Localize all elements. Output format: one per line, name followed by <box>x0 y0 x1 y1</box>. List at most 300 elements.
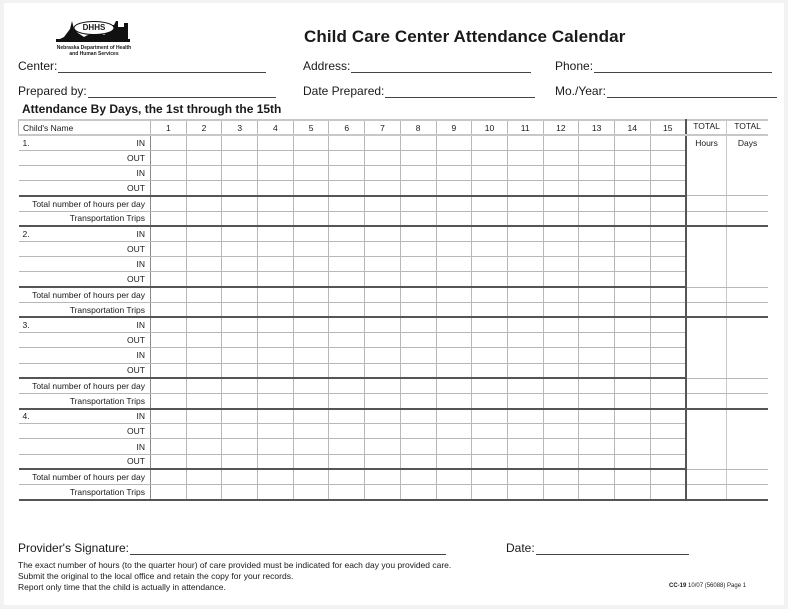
attendance-cell[interactable] <box>614 257 650 272</box>
attendance-cell[interactable] <box>222 135 258 150</box>
attendance-cell[interactable] <box>222 272 258 287</box>
attendance-cell[interactable] <box>258 211 294 226</box>
attendance-cell[interactable] <box>365 378 401 393</box>
attendance-cell[interactable] <box>151 363 187 378</box>
attendance-cell[interactable] <box>400 469 436 484</box>
signature-date-input-line[interactable] <box>536 542 689 555</box>
attendance-cell[interactable] <box>650 348 686 363</box>
attendance-cell[interactable] <box>186 424 222 439</box>
attendance-cell[interactable] <box>258 485 294 500</box>
attendance-cell[interactable] <box>400 272 436 287</box>
attendance-cell[interactable] <box>258 439 294 454</box>
attendance-cell[interactable] <box>365 272 401 287</box>
attendance-cell[interactable] <box>614 424 650 439</box>
attendance-cell[interactable] <box>579 469 615 484</box>
attendance-cell[interactable] <box>507 166 543 181</box>
attendance-cell[interactable] <box>258 196 294 211</box>
attendance-cell[interactable] <box>151 409 187 424</box>
attendance-cell[interactable] <box>329 211 365 226</box>
attendance-cell[interactable] <box>543 302 579 317</box>
attendance-cell[interactable] <box>365 469 401 484</box>
attendance-cell[interactable] <box>222 196 258 211</box>
attendance-cell[interactable] <box>436 211 472 226</box>
attendance-cell[interactable] <box>436 424 472 439</box>
attendance-cell[interactable] <box>579 302 615 317</box>
attendance-cell[interactable] <box>472 348 508 363</box>
signature-date-field[interactable] <box>506 541 689 555</box>
attendance-cell[interactable] <box>436 302 472 317</box>
attendance-cell[interactable] <box>507 272 543 287</box>
total-days-cell[interactable] <box>727 226 768 287</box>
total-hours-cell[interactable] <box>686 485 727 500</box>
attendance-cell[interactable] <box>614 150 650 165</box>
attendance-cell[interactable] <box>293 150 329 165</box>
attendance-cell[interactable] <box>650 333 686 348</box>
attendance-cell[interactable] <box>614 135 650 150</box>
attendance-cell[interactable] <box>186 272 222 287</box>
attendance-cell[interactable] <box>222 287 258 302</box>
attendance-cell[interactable] <box>614 196 650 211</box>
attendance-cell[interactable] <box>186 485 222 500</box>
attendance-cell[interactable] <box>472 424 508 439</box>
attendance-cell[interactable] <box>436 348 472 363</box>
attendance-cell[interactable] <box>258 393 294 408</box>
attendance-cell[interactable] <box>365 196 401 211</box>
attendance-cell[interactable] <box>222 348 258 363</box>
attendance-cell[interactable] <box>472 242 508 257</box>
attendance-cell[interactable] <box>329 196 365 211</box>
mo-year-field[interactable] <box>555 84 777 98</box>
total-days-cell[interactable] <box>727 378 768 393</box>
attendance-cell[interactable] <box>507 257 543 272</box>
attendance-cell[interactable] <box>151 439 187 454</box>
attendance-cell[interactable] <box>186 378 222 393</box>
attendance-cell[interactable] <box>293 333 329 348</box>
attendance-cell[interactable] <box>222 378 258 393</box>
attendance-cell[interactable] <box>151 135 187 150</box>
attendance-cell[interactable] <box>650 226 686 241</box>
attendance-cell[interactable] <box>579 409 615 424</box>
attendance-cell[interactable] <box>614 485 650 500</box>
attendance-cell[interactable] <box>507 333 543 348</box>
attendance-cell[interactable] <box>258 302 294 317</box>
attendance-cell[interactable] <box>650 287 686 302</box>
attendance-cell[interactable] <box>329 135 365 150</box>
provider-signature-input-line[interactable] <box>130 542 446 555</box>
attendance-cell[interactable] <box>293 485 329 500</box>
attendance-cell[interactable] <box>472 378 508 393</box>
attendance-cell[interactable] <box>258 454 294 469</box>
attendance-cell[interactable] <box>650 242 686 257</box>
attendance-cell[interactable] <box>579 454 615 469</box>
attendance-cell[interactable] <box>507 150 543 165</box>
attendance-cell[interactable] <box>543 439 579 454</box>
attendance-cell[interactable] <box>222 302 258 317</box>
attendance-cell[interactable] <box>507 393 543 408</box>
attendance-cell[interactable] <box>650 485 686 500</box>
attendance-cell[interactable] <box>329 242 365 257</box>
total-hours-cell[interactable] <box>686 211 727 226</box>
attendance-cell[interactable] <box>186 242 222 257</box>
attendance-cell[interactable] <box>365 424 401 439</box>
total-days-cell[interactable] <box>727 393 768 408</box>
attendance-cell[interactable] <box>614 378 650 393</box>
attendance-cell[interactable] <box>436 317 472 332</box>
attendance-cell[interactable] <box>472 454 508 469</box>
attendance-cell[interactable] <box>365 363 401 378</box>
attendance-cell[interactable] <box>507 226 543 241</box>
attendance-cell[interactable] <box>543 196 579 211</box>
total-days-cell[interactable]: Days <box>727 135 768 196</box>
attendance-cell[interactable] <box>329 226 365 241</box>
attendance-cell[interactable] <box>293 363 329 378</box>
attendance-cell[interactable] <box>151 211 187 226</box>
attendance-cell[interactable] <box>258 181 294 196</box>
attendance-cell[interactable] <box>222 439 258 454</box>
attendance-cell[interactable] <box>151 302 187 317</box>
attendance-cell[interactable] <box>472 226 508 241</box>
attendance-cell[interactable] <box>472 196 508 211</box>
attendance-cell[interactable] <box>400 196 436 211</box>
attendance-cell[interactable] <box>222 454 258 469</box>
attendance-cell[interactable] <box>293 409 329 424</box>
attendance-cell[interactable] <box>329 469 365 484</box>
attendance-cell[interactable] <box>222 166 258 181</box>
attendance-cell[interactable] <box>365 302 401 317</box>
attendance-cell[interactable] <box>186 166 222 181</box>
attendance-cell[interactable] <box>151 485 187 500</box>
attendance-cell[interactable] <box>436 242 472 257</box>
attendance-cell[interactable] <box>579 211 615 226</box>
attendance-cell[interactable] <box>151 242 187 257</box>
attendance-cell[interactable] <box>472 469 508 484</box>
attendance-cell[interactable] <box>329 363 365 378</box>
attendance-cell[interactable] <box>293 211 329 226</box>
attendance-cell[interactable] <box>151 166 187 181</box>
attendance-cell[interactable] <box>400 181 436 196</box>
attendance-cell[interactable] <box>151 424 187 439</box>
attendance-cell[interactable] <box>614 302 650 317</box>
attendance-cell[interactable] <box>186 150 222 165</box>
attendance-cell[interactable] <box>579 226 615 241</box>
attendance-cell[interactable] <box>579 242 615 257</box>
attendance-cell[interactable] <box>186 469 222 484</box>
attendance-cell[interactable] <box>614 439 650 454</box>
attendance-cell[interactable] <box>436 363 472 378</box>
attendance-cell[interactable] <box>293 196 329 211</box>
attendance-cell[interactable] <box>151 317 187 332</box>
attendance-cell[interactable] <box>258 363 294 378</box>
attendance-cell[interactable] <box>293 242 329 257</box>
attendance-cell[interactable] <box>472 393 508 408</box>
attendance-cell[interactable] <box>614 226 650 241</box>
attendance-cell[interactable] <box>650 454 686 469</box>
attendance-cell[interactable] <box>293 393 329 408</box>
attendance-cell[interactable] <box>400 302 436 317</box>
total-hours-cell[interactable] <box>686 393 727 408</box>
total-hours-cell[interactable] <box>686 409 727 470</box>
attendance-cell[interactable] <box>579 181 615 196</box>
attendance-cell[interactable] <box>472 485 508 500</box>
attendance-cell[interactable] <box>329 287 365 302</box>
attendance-cell[interactable] <box>543 333 579 348</box>
attendance-cell[interactable] <box>507 317 543 332</box>
attendance-cell[interactable] <box>436 135 472 150</box>
attendance-cell[interactable] <box>543 485 579 500</box>
attendance-cell[interactable] <box>543 166 579 181</box>
attendance-cell[interactable] <box>650 196 686 211</box>
attendance-cell[interactable] <box>222 424 258 439</box>
attendance-cell[interactable] <box>365 150 401 165</box>
attendance-cell[interactable] <box>507 181 543 196</box>
prepared-by-field[interactable] <box>18 84 276 98</box>
attendance-cell[interactable] <box>472 439 508 454</box>
attendance-cell[interactable] <box>293 287 329 302</box>
attendance-cell[interactable] <box>329 317 365 332</box>
attendance-cell[interactable] <box>222 485 258 500</box>
address-input-line[interactable] <box>351 60 531 73</box>
attendance-cell[interactable] <box>472 135 508 150</box>
attendance-cell[interactable] <box>614 469 650 484</box>
attendance-cell[interactable] <box>472 302 508 317</box>
attendance-cell[interactable] <box>365 409 401 424</box>
attendance-cell[interactable] <box>650 393 686 408</box>
attendance-cell[interactable] <box>650 135 686 150</box>
attendance-cell[interactable] <box>186 348 222 363</box>
prepared-by-input-line[interactable] <box>88 85 276 98</box>
attendance-cell[interactable] <box>579 317 615 332</box>
total-days-cell[interactable] <box>727 317 768 378</box>
attendance-cell[interactable] <box>543 150 579 165</box>
attendance-cell[interactable] <box>222 242 258 257</box>
attendance-cell[interactable] <box>472 317 508 332</box>
attendance-cell[interactable] <box>329 393 365 408</box>
attendance-cell[interactable] <box>365 287 401 302</box>
attendance-cell[interactable] <box>222 226 258 241</box>
attendance-cell[interactable] <box>400 135 436 150</box>
attendance-cell[interactable] <box>543 135 579 150</box>
attendance-cell[interactable] <box>543 242 579 257</box>
attendance-cell[interactable] <box>472 166 508 181</box>
address-field[interactable] <box>303 59 531 73</box>
attendance-cell[interactable] <box>365 439 401 454</box>
date-prepared-input-line[interactable] <box>385 85 535 98</box>
attendance-cell[interactable] <box>258 272 294 287</box>
attendance-cell[interactable] <box>543 287 579 302</box>
attendance-cell[interactable] <box>186 439 222 454</box>
attendance-cell[interactable] <box>186 363 222 378</box>
date-prepared-field[interactable] <box>303 84 535 98</box>
attendance-cell[interactable] <box>329 348 365 363</box>
attendance-cell[interactable] <box>436 150 472 165</box>
attendance-cell[interactable] <box>436 409 472 424</box>
attendance-cell[interactable] <box>543 363 579 378</box>
attendance-cell[interactable] <box>579 272 615 287</box>
total-hours-cell[interactable] <box>686 378 727 393</box>
attendance-cell[interactable] <box>293 181 329 196</box>
attendance-cell[interactable] <box>329 333 365 348</box>
attendance-cell[interactable] <box>507 409 543 424</box>
attendance-cell[interactable] <box>543 257 579 272</box>
attendance-cell[interactable] <box>293 302 329 317</box>
attendance-cell[interactable] <box>614 166 650 181</box>
attendance-cell[interactable] <box>222 181 258 196</box>
attendance-cell[interactable] <box>472 257 508 272</box>
attendance-cell[interactable] <box>400 333 436 348</box>
attendance-cell[interactable] <box>400 166 436 181</box>
attendance-cell[interactable] <box>507 469 543 484</box>
attendance-cell[interactable] <box>186 333 222 348</box>
attendance-cell[interactable] <box>614 454 650 469</box>
attendance-cell[interactable] <box>258 378 294 393</box>
attendance-cell[interactable] <box>614 333 650 348</box>
attendance-cell[interactable] <box>151 181 187 196</box>
attendance-cell[interactable] <box>650 272 686 287</box>
attendance-cell[interactable] <box>543 348 579 363</box>
center-field[interactable] <box>18 59 266 73</box>
attendance-cell[interactable] <box>543 211 579 226</box>
attendance-cell[interactable] <box>579 348 615 363</box>
attendance-cell[interactable] <box>507 378 543 393</box>
total-days-cell[interactable] <box>727 469 768 484</box>
attendance-cell[interactable] <box>507 302 543 317</box>
attendance-cell[interactable] <box>579 150 615 165</box>
attendance-cell[interactable] <box>436 196 472 211</box>
attendance-cell[interactable] <box>258 226 294 241</box>
mo-year-input-line[interactable] <box>607 85 777 98</box>
attendance-cell[interactable] <box>329 439 365 454</box>
total-hours-cell[interactable] <box>686 196 727 211</box>
attendance-cell[interactable] <box>614 317 650 332</box>
attendance-cell[interactable] <box>614 242 650 257</box>
attendance-cell[interactable] <box>151 257 187 272</box>
attendance-cell[interactable] <box>436 378 472 393</box>
attendance-cell[interactable] <box>151 226 187 241</box>
attendance-cell[interactable] <box>329 272 365 287</box>
total-hours-cell[interactable] <box>686 226 727 287</box>
attendance-cell[interactable] <box>293 166 329 181</box>
attendance-cell[interactable] <box>222 409 258 424</box>
attendance-cell[interactable] <box>293 424 329 439</box>
provider-signature-field[interactable] <box>18 541 446 555</box>
attendance-cell[interactable] <box>151 333 187 348</box>
attendance-cell[interactable] <box>650 363 686 378</box>
attendance-cell[interactable] <box>258 166 294 181</box>
attendance-cell[interactable] <box>614 211 650 226</box>
attendance-cell[interactable] <box>186 226 222 241</box>
attendance-cell[interactable] <box>365 166 401 181</box>
attendance-cell[interactable] <box>543 378 579 393</box>
attendance-cell[interactable] <box>507 135 543 150</box>
attendance-cell[interactable] <box>151 378 187 393</box>
attendance-cell[interactable] <box>472 272 508 287</box>
attendance-cell[interactable] <box>507 439 543 454</box>
attendance-cell[interactable] <box>151 469 187 484</box>
attendance-cell[interactable] <box>258 424 294 439</box>
attendance-cell[interactable] <box>436 469 472 484</box>
phone-input-line[interactable] <box>594 60 772 73</box>
attendance-cell[interactable] <box>186 287 222 302</box>
attendance-cell[interactable] <box>543 454 579 469</box>
attendance-cell[interactable] <box>579 485 615 500</box>
attendance-cell[interactable] <box>543 393 579 408</box>
attendance-cell[interactable] <box>258 333 294 348</box>
total-hours-cell[interactable] <box>686 302 727 317</box>
attendance-cell[interactable] <box>400 424 436 439</box>
attendance-cell[interactable] <box>293 135 329 150</box>
attendance-cell[interactable] <box>151 287 187 302</box>
attendance-cell[interactable] <box>436 257 472 272</box>
attendance-cell[interactable] <box>579 257 615 272</box>
attendance-cell[interactable] <box>507 424 543 439</box>
attendance-cell[interactable] <box>400 348 436 363</box>
attendance-cell[interactable] <box>436 439 472 454</box>
attendance-cell[interactable] <box>650 469 686 484</box>
attendance-cell[interactable] <box>400 226 436 241</box>
attendance-cell[interactable] <box>400 454 436 469</box>
attendance-cell[interactable] <box>329 257 365 272</box>
attendance-cell[interactable] <box>151 196 187 211</box>
attendance-cell[interactable] <box>650 211 686 226</box>
attendance-cell[interactable] <box>614 393 650 408</box>
attendance-cell[interactable] <box>151 348 187 363</box>
attendance-cell[interactable] <box>614 363 650 378</box>
attendance-cell[interactable] <box>365 333 401 348</box>
attendance-cell[interactable] <box>472 150 508 165</box>
attendance-cell[interactable] <box>258 287 294 302</box>
attendance-cell[interactable] <box>329 181 365 196</box>
attendance-cell[interactable] <box>186 454 222 469</box>
attendance-cell[interactable] <box>650 409 686 424</box>
phone-field[interactable] <box>555 59 772 73</box>
attendance-cell[interactable] <box>507 287 543 302</box>
attendance-cell[interactable] <box>293 378 329 393</box>
attendance-cell[interactable] <box>436 393 472 408</box>
attendance-cell[interactable] <box>400 485 436 500</box>
attendance-cell[interactable] <box>436 226 472 241</box>
attendance-cell[interactable] <box>293 317 329 332</box>
attendance-cell[interactable] <box>400 317 436 332</box>
attendance-cell[interactable] <box>293 348 329 363</box>
attendance-cell[interactable] <box>543 469 579 484</box>
attendance-cell[interactable] <box>400 287 436 302</box>
attendance-cell[interactable] <box>400 257 436 272</box>
attendance-cell[interactable] <box>400 211 436 226</box>
attendance-cell[interactable] <box>650 302 686 317</box>
attendance-cell[interactable] <box>436 454 472 469</box>
attendance-cell[interactable] <box>507 196 543 211</box>
attendance-cell[interactable] <box>650 378 686 393</box>
attendance-cell[interactable] <box>329 485 365 500</box>
attendance-cell[interactable] <box>507 485 543 500</box>
attendance-cell[interactable] <box>579 363 615 378</box>
attendance-cell[interactable] <box>436 272 472 287</box>
attendance-cell[interactable] <box>329 378 365 393</box>
attendance-cell[interactable] <box>579 378 615 393</box>
attendance-cell[interactable] <box>329 409 365 424</box>
attendance-cell[interactable] <box>365 226 401 241</box>
attendance-cell[interactable] <box>400 363 436 378</box>
attendance-cell[interactable] <box>400 439 436 454</box>
attendance-cell[interactable] <box>222 257 258 272</box>
attendance-cell[interactable] <box>186 302 222 317</box>
attendance-cell[interactable] <box>222 333 258 348</box>
attendance-cell[interactable] <box>365 454 401 469</box>
attendance-cell[interactable] <box>507 454 543 469</box>
attendance-cell[interactable] <box>186 409 222 424</box>
attendance-cell[interactable] <box>436 485 472 500</box>
attendance-cell[interactable] <box>614 287 650 302</box>
